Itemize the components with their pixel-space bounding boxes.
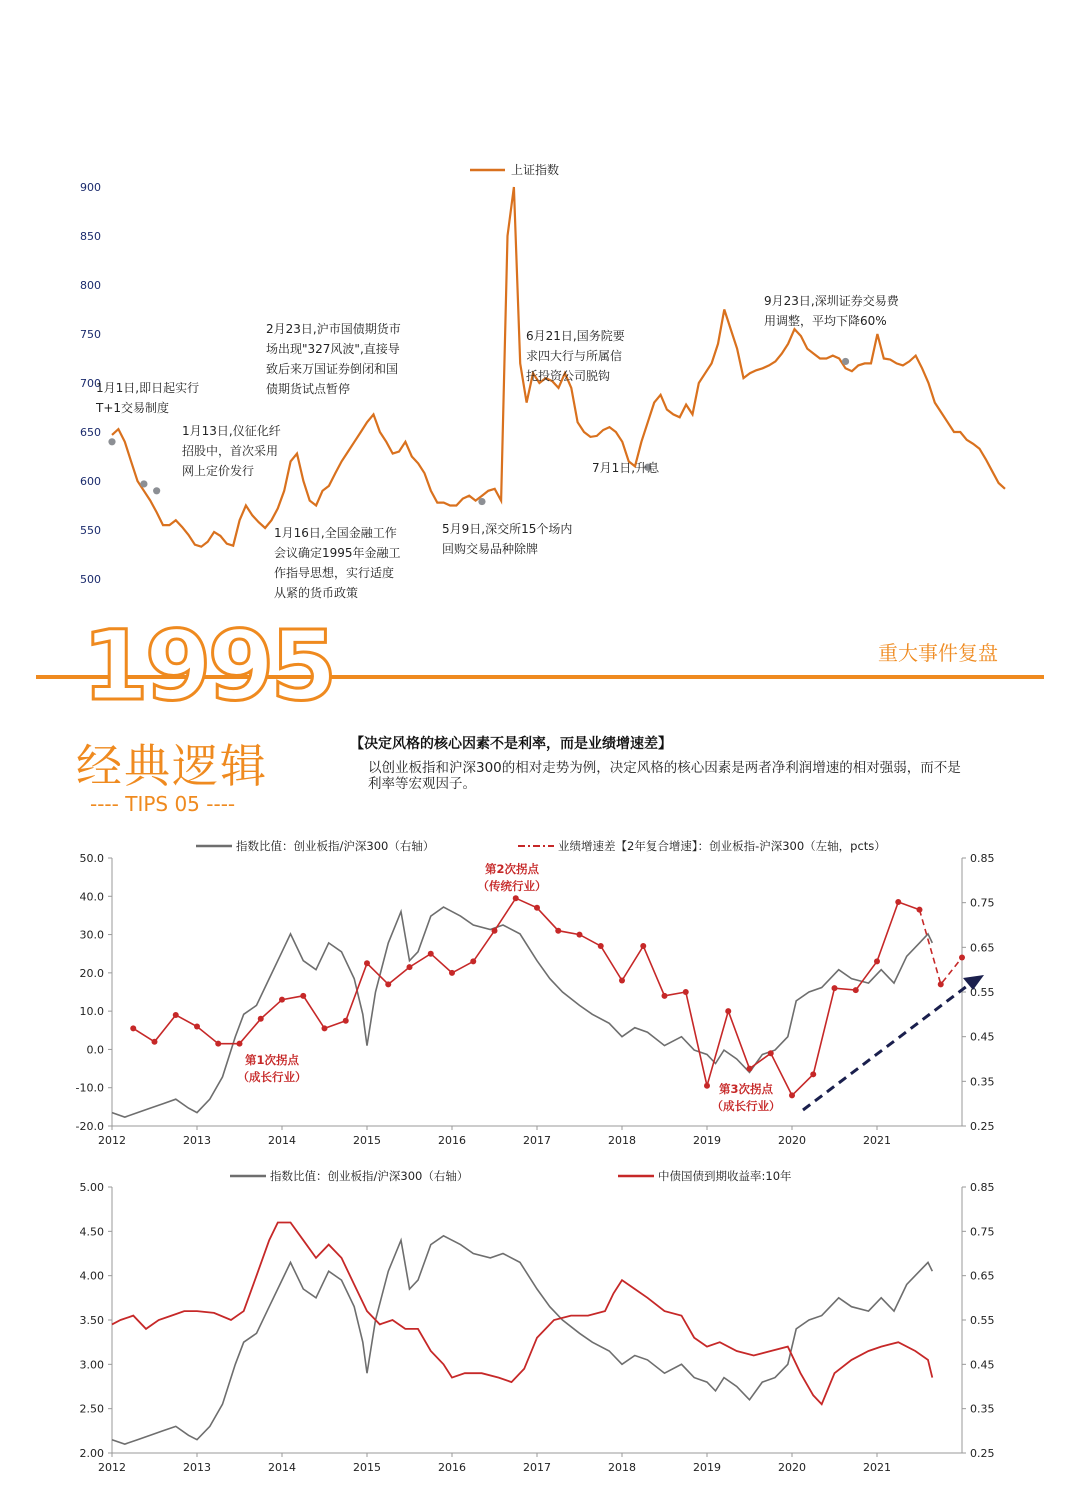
year-title: 1995 [82, 610, 334, 722]
annotation-fee-line2: 用调整，平均下降60% [764, 314, 887, 328]
earnings-gap-point [343, 1018, 349, 1024]
x-tick-label: 2015 [353, 1134, 381, 1147]
chart2-legend [196, 839, 886, 853]
y-right-tick-label: 0.45 [970, 1358, 995, 1372]
legend-label-bond-yield: 中债国债到期收益率:10年 [658, 1169, 792, 1183]
earnings-gap-point [237, 1041, 243, 1047]
y-left-tick-label: -10.0 [75, 1081, 104, 1095]
y-left-tick-label: 4.00 [79, 1269, 104, 1283]
turning-point-2-line1: 第2次拐点 [484, 862, 540, 876]
annotation-327-line2: 场出现"327风波",直接导 [266, 342, 400, 356]
trend-arrow-line [803, 980, 975, 1110]
earnings-gap-point [428, 951, 434, 957]
earnings-gap-point [364, 960, 370, 966]
annotation-policy-line1: 1月16日,全国金融工作 [274, 526, 397, 540]
earnings-gap-point [768, 1050, 774, 1056]
x-tick-label: 2013 [183, 1134, 211, 1147]
legend-label-ratio: 指数比值：创业板指/沪深300（右轴） [270, 1169, 469, 1183]
earnings-gap-point [640, 943, 646, 949]
shanghai-index-chart [0, 150, 1080, 610]
annotation-t1-line1: 1月1日,即日起实行 [96, 381, 200, 395]
annotation-rate-hike: 7月1日,升息 [592, 461, 660, 475]
x-tick-label: 2019 [693, 1134, 721, 1147]
y-right-tick-label: 0.25 [970, 1447, 995, 1460]
y-left-tick-label: 2.50 [79, 1402, 104, 1416]
earnings-gap-point [173, 1012, 179, 1018]
x-tick-label: 2012 [98, 1134, 126, 1147]
chart1-ytick-label: 750 [80, 328, 101, 341]
x-tick-label: 2019 [693, 1461, 721, 1474]
event-marker [478, 498, 485, 505]
x-tick-label: 2012 [98, 1461, 126, 1474]
y-left-tick-label: 50.0 [79, 852, 104, 865]
turning-point-1-line2: （成长行业） [237, 1070, 307, 1084]
turning-point-2-line2: （传统行业） [477, 879, 547, 893]
x-tick-label: 2020 [778, 1461, 806, 1474]
event-marker [108, 438, 115, 445]
event-marker [140, 480, 147, 487]
earnings-gap-point [683, 989, 689, 995]
earnings-gap-point [895, 899, 901, 905]
y-left-tick-label: 10.0 [79, 1005, 104, 1019]
earnings-gap-chart [0, 830, 1080, 1150]
ratio-line [112, 1236, 932, 1444]
x-tick-label: 2021 [863, 1461, 891, 1474]
earnings-gap-point [322, 1025, 328, 1031]
y-left-tick-label: 3.50 [79, 1314, 104, 1327]
legend-label-ratio: 指数比值：创业板指/沪深300（右轴） [236, 839, 435, 853]
y-right-tick-label: 0.65 [970, 941, 995, 955]
earnings-gap-points [130, 895, 965, 1098]
earnings-gap-point [130, 1025, 136, 1031]
earnings-gap-point [534, 905, 540, 911]
core-body: 以创业板指和沪深300的相对走势为例，决定风格的核心因素是两者净利润增速的相对强弱，而不是利率等宏观因子。 [368, 760, 961, 792]
annotation-trust-line3: 托投资公司脱钩 [526, 369, 611, 383]
y-left-tick-label: 2.00 [79, 1447, 104, 1460]
event-marker [153, 487, 160, 494]
earnings-gap-point [747, 1066, 753, 1072]
annotation-327-line1: 2月23日,沪市国债期货市 [266, 322, 401, 336]
x-tick-label: 2018 [608, 1461, 636, 1474]
annotation-ipo-line1: 1月13日,仪征化纤 [182, 424, 281, 438]
bond-yield-line [112, 1223, 932, 1405]
earnings-gap-point [407, 964, 413, 970]
legend-label-earnings-gap: 业绩增速差【2年复合增速】：创业板指-沪深300（左轴，pcts） [558, 839, 886, 853]
y-left-tick-label: 30.0 [79, 928, 104, 942]
earnings-gap-point [152, 1039, 158, 1045]
y-right-tick-label: 0.35 [970, 1402, 995, 1416]
chart1-ytick-label: 600 [80, 475, 101, 488]
y-left-tick-label: 0.0 [86, 1043, 104, 1057]
earnings-gap-point [853, 987, 859, 993]
annotation-policy-line4: 从紧的货币政策 [274, 586, 359, 600]
earnings-gap-point [470, 958, 476, 964]
x-tick-label: 2016 [438, 1134, 466, 1147]
x-tick-label: 2014 [268, 1134, 296, 1147]
earnings-gap-point [492, 928, 498, 934]
chart1-ytick-label: 850 [80, 230, 101, 243]
y-left-tick-label: -20.0 [75, 1120, 104, 1133]
tips-label: ---- TIPS 05 ---- [90, 792, 236, 816]
earnings-gap-point [513, 895, 519, 901]
turning-point-3-line1: 第3次拐点 [718, 1082, 774, 1096]
earnings-gap-point [194, 1023, 200, 1029]
y-left-tick-label: 5.00 [79, 1181, 104, 1194]
chart1-annotations [95, 293, 900, 600]
earnings-gap-point [449, 970, 455, 976]
x-tick-label: 2017 [523, 1461, 551, 1474]
x-tick-label: 2018 [608, 1134, 636, 1147]
annotation-327-line3: 致后来万国证券倒闭和国 [266, 362, 399, 376]
chart1-ytick-label: 800 [80, 279, 101, 292]
chart2-axes [76, 852, 995, 1147]
earnings-gap-forecast-line [920, 910, 963, 985]
annotation-policy-line3: 作指导思想，实行适度 [274, 566, 395, 580]
x-tick-label: 2013 [183, 1461, 211, 1474]
y-right-tick-label: 0.55 [970, 986, 995, 999]
chart3-legend [230, 1169, 792, 1183]
y-right-tick-label: 0.75 [970, 1225, 995, 1239]
earnings-gap-point [577, 932, 583, 938]
chart3-axes [80, 1181, 995, 1474]
x-tick-label: 2021 [863, 1134, 891, 1147]
earnings-gap-point [215, 1041, 221, 1047]
chart1-legend [470, 162, 559, 177]
earnings-gap-point [789, 1092, 795, 1098]
x-tick-label: 2016 [438, 1461, 466, 1474]
ratio-line [112, 907, 932, 1117]
y-right-tick-label: 0.65 [970, 1269, 995, 1283]
section-label: 重大事件复盘 [878, 641, 998, 665]
chart1-ytick-label: 500 [80, 573, 101, 586]
shanghai-index-line [112, 187, 1005, 547]
annotation-fee-line1: 9月23日,深圳证券交易费 [764, 294, 899, 308]
earnings-gap-point [555, 928, 561, 934]
earnings-gap-point [619, 978, 625, 984]
chart1-ytick-label: 900 [80, 181, 101, 194]
annotation-repo-line2: 回购交易品种除牌 [442, 542, 539, 556]
y-right-tick-label: 0.35 [970, 1075, 995, 1089]
annotation-policy-line2: 会议确定1995年金融工 [274, 546, 401, 560]
y-left-tick-label: 3.00 [79, 1358, 104, 1372]
annotation-repo-line1: 5月9日,深交所15个场内 [442, 522, 573, 536]
earnings-gap-point [300, 993, 306, 999]
annotation-327-line4: 债期货试点暂停 [266, 382, 351, 396]
event-marker [842, 358, 849, 365]
y-left-tick-label: 40.0 [79, 890, 104, 904]
chart1-ytick-label: 700 [80, 377, 101, 390]
bond-yield-chart [0, 1160, 1080, 1490]
earnings-gap-point [704, 1083, 710, 1089]
legend-label-shanghai: 上证指数 [511, 163, 560, 177]
y-right-tick-label: 0.45 [970, 1030, 995, 1044]
y-right-tick-label: 0.25 [970, 1120, 995, 1133]
annotation-ipo-line3: 网上定价发行 [182, 464, 255, 478]
x-tick-label: 2020 [778, 1134, 806, 1147]
annotation-t1-line2: T+1交易制度 [96, 401, 170, 415]
earnings-gap-point [279, 997, 285, 1003]
earnings-gap-point [662, 993, 668, 999]
earnings-gap-point [598, 943, 604, 949]
earnings-gap-point [385, 981, 391, 987]
annotation-ipo-line2: 招股中，首次采用 [182, 444, 279, 458]
y-right-tick-label: 0.85 [970, 1181, 995, 1194]
y-left-tick-label: 4.50 [79, 1225, 104, 1239]
y-left-tick-label: 20.0 [79, 966, 104, 980]
turning-point-3-line2: （成长行业） [711, 1099, 781, 1113]
earnings-gap-point [810, 1071, 816, 1077]
x-tick-label: 2014 [268, 1461, 296, 1474]
chart1-ytick-label: 550 [80, 524, 101, 537]
y-right-tick-label: 0.55 [970, 1314, 995, 1327]
earnings-gap-point [725, 1008, 731, 1014]
y-right-tick-label: 0.85 [970, 852, 995, 865]
core-heading: 【决定风格的核心因素不是利率，而是业绩增速差】 [350, 736, 672, 752]
earnings-gap-point [832, 985, 838, 991]
x-tick-label: 2017 [523, 1134, 551, 1147]
earnings-gap-point [874, 958, 880, 964]
x-tick-label: 2015 [353, 1461, 381, 1474]
turning-point-1-line1: 第1次拐点 [244, 1053, 300, 1067]
chart2-turning-point-labels [238, 862, 781, 1113]
chart1-ytick-label: 650 [80, 426, 101, 439]
y-right-tick-label: 0.75 [970, 896, 995, 910]
earnings-gap-point [258, 1016, 264, 1022]
annotation-trust-line1: 6月21日,国务院要 [526, 329, 625, 343]
logic-title: 经典逻辑 [76, 739, 268, 793]
annotation-trust-line2: 求四大行与所属信 [526, 349, 623, 363]
